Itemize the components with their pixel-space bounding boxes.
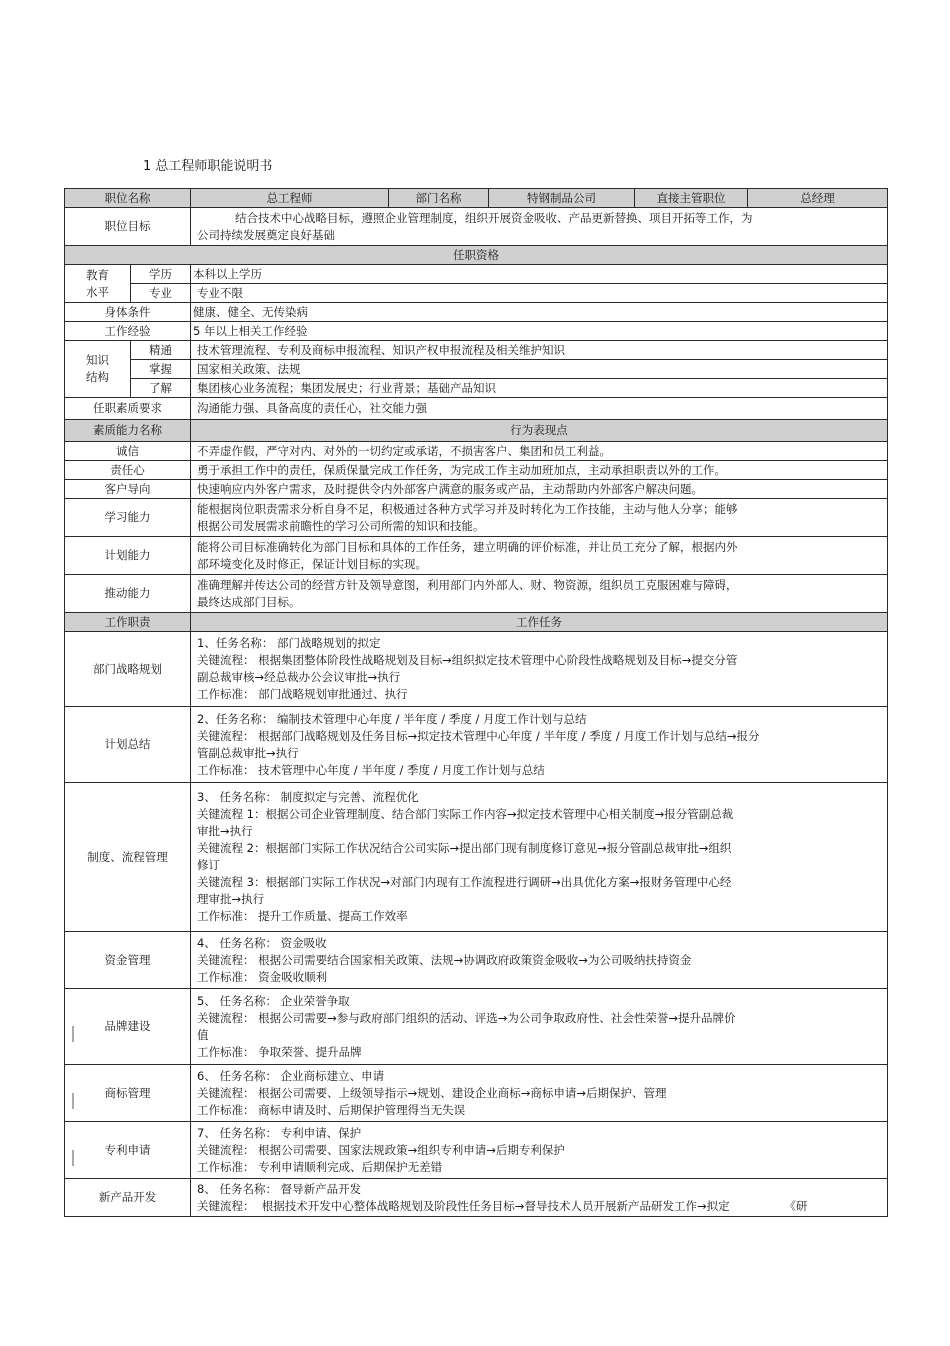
table-row xyxy=(65,499,888,537)
major-value: 专业不限 xyxy=(191,284,888,303)
supervisor-label: 直接主管职位 xyxy=(635,189,748,208)
competency-desc: 快速响应内外客户需求，及时提供令内外部客户满意的服务或产品，主动帮助内外部客户解决问题。 xyxy=(191,480,888,499)
competency-desc-cont: 最终达成部门目标。 xyxy=(197,594,301,609)
experience-row xyxy=(65,322,888,341)
duty-row xyxy=(65,1122,888,1179)
understand-label: 了解 xyxy=(131,379,191,398)
master-label: 掌握 xyxy=(131,360,191,379)
margin-mark xyxy=(72,1026,74,1042)
degree-label: 学历 xyxy=(131,265,191,284)
duty-task-line: 3、 任务名称： 制度拟定与完善、流程优化 xyxy=(197,790,419,804)
duties-header-row xyxy=(65,613,888,632)
duty-tasks xyxy=(191,1179,888,1217)
master-row xyxy=(65,360,888,379)
duty-task-line: 关键流程 2：根据部门实际工作状况结合公司实际→提出部门现有制度修订意见→报分管副总裁审批→组织 xyxy=(197,841,732,855)
goal-label: 职位目标 xyxy=(65,208,191,246)
duties-col-task: 工作任务 xyxy=(191,613,888,632)
duty-row xyxy=(65,1179,888,1217)
duty-task-line: 副总裁审核→经总裁办公会议审批→执行 xyxy=(197,670,401,684)
quality-row xyxy=(65,398,888,420)
duty-name: 专利申请 xyxy=(65,1122,191,1179)
degree-row xyxy=(65,265,888,284)
competency-desc: 能将公司目标准确转化为部门目标和具体的工作任务，建立明确的评价标准，并让员工充分了解，根据内外 xyxy=(197,539,738,554)
duties-col-name: 工作职责 xyxy=(65,613,191,632)
quality-value: 沟通能力强、具备高度的责任心，社交能力强 xyxy=(191,398,888,420)
duty-tasks xyxy=(191,783,888,932)
duty-tasks xyxy=(191,1122,888,1179)
duty-row xyxy=(65,1065,888,1122)
proficient-label: 精通 xyxy=(131,341,191,360)
table-row xyxy=(65,537,888,575)
qualification-section-title: 任职资格 xyxy=(65,246,888,265)
duty-row xyxy=(65,932,888,989)
goal-row xyxy=(65,208,888,246)
goal-text-line1: 结合技术中心战略目标，遵照企业管理制度，组织开展资金吸收、产品更新替换、项目开拓等工作，为 xyxy=(235,210,753,225)
duty-tasks xyxy=(191,989,888,1065)
document-title: 1 总工程师职能说明书 xyxy=(143,159,273,174)
table-row xyxy=(65,480,888,499)
proficient-row xyxy=(65,341,888,360)
duty-task-line: 4、 任务名称： 资金吸收 xyxy=(197,935,327,950)
duty-task-line: 关键流程： 根据公司需要、国家法规政策→组织专利申请→后期专利保护 xyxy=(197,1142,565,1157)
competency-desc: 能根据岗位职责需求分析自身不足，积极通过各种方式学习并及时转化为工作技能，主动与他人分享；能够 xyxy=(197,501,738,516)
duty-task-line: 6、 任务名称： 企业商标建立、申请 xyxy=(197,1068,385,1083)
duty-task-line: 修订 xyxy=(197,858,220,872)
duty-task-line: 关键流程 3：根据部门实际工作状况→对部门内现有工作流程进行调研→出具优化方案→报财务管理中心经 xyxy=(197,875,732,889)
duty-task-line: 关键流程 1：根据公司企业管理制度、结合部门实际工作内容→拟定技术管理中心相关制度→报分管副总裁 xyxy=(197,807,734,821)
experience-value: 5 年以上相关工作经验 xyxy=(191,322,888,341)
competency-name: 诚信 xyxy=(65,442,191,461)
qualification-section-row xyxy=(65,246,888,265)
master-value: 国家相关政策、法规 xyxy=(191,360,888,379)
duty-task-line: 工作标准： 商标申请及时、后期保护管理得当无失误 xyxy=(197,1102,466,1117)
degree-value: 本科以上学历 xyxy=(191,265,888,284)
margin-mark xyxy=(72,1093,74,1109)
duty-task-line: 值 xyxy=(197,1027,209,1042)
position-value: 总工程师 xyxy=(191,189,389,208)
duty-task-line: 关键流程： 根据技术开发中心整体战略规划及阶段性任务目标→督导技术人员开展新产品研发工作→拟定 《研 xyxy=(197,1198,808,1213)
duty-tasks xyxy=(191,632,888,707)
duty-task-line: 关键流程： 根据公司需要、上级领导指示→规划、建设企业商标→商标申请→后期保护、管理 xyxy=(197,1085,667,1100)
duty-task-line: 工作标准： 专利申请顺利完成、后期保护无差错 xyxy=(197,1159,443,1174)
duty-task-line: 1、任务名称： 部门战略规划的拟定 xyxy=(197,636,381,650)
quality-label: 任职素质要求 xyxy=(65,398,191,420)
duty-task-line: 理审批→执行 xyxy=(197,892,265,906)
understand-value: 集团核心业务流程；集团发展史；行业背景；基础产品知识 xyxy=(191,379,888,398)
duty-tasks xyxy=(191,1065,888,1122)
duty-row xyxy=(65,989,888,1065)
table-row xyxy=(65,442,888,461)
position-label: 职位名称 xyxy=(65,189,191,208)
competency-desc: 准确理解并传达公司的经营方针及领导意图，利用部门内外部人、财、物资源，组织员工克服困难与障碍， xyxy=(197,577,738,592)
supervisor-value: 总经理 xyxy=(748,189,888,208)
knowledge-label: 知识 结构 xyxy=(65,341,131,398)
competency-name: 计划能力 xyxy=(65,537,191,575)
header-row xyxy=(65,189,888,208)
dept-value: 特钢制品公司 xyxy=(489,189,635,208)
duty-task-line: 2、任务名称： 编制技术管理中心年度 / 半年度 / 季度 / 月度工作计划与总结 xyxy=(197,711,587,726)
competency-col-desc: 行为表现点 xyxy=(191,420,888,442)
competency-desc: 勇于承担工作中的责任，保质保量完成工作任务，为完成工作主动加班加点，主动承担职责以外的工作。 xyxy=(191,461,888,480)
duty-name: 商标管理 xyxy=(65,1065,191,1122)
dept-label: 部门名称 xyxy=(389,189,489,208)
health-row xyxy=(65,303,888,322)
competency-desc-cont: 根据公司发展需求前瞻性的学习公司所需的知识和技能。 xyxy=(197,518,485,533)
margin-mark xyxy=(72,1150,74,1166)
competency-name: 推动能力 xyxy=(65,575,191,613)
duty-task-line: 审批→执行 xyxy=(197,824,253,838)
goal-text-line2: 公司持续发展奠定良好基础 xyxy=(197,227,335,242)
competency-header-row xyxy=(65,420,888,442)
duty-task-line: 工作标准： 争取荣誉、提升品牌 xyxy=(197,1044,362,1059)
duty-task-line: 关键流程： 根据部门战略规划及任务目标→拟定技术管理中心年度 / 半年度 / 季度 / 月度工作计划与总结→报分 xyxy=(197,728,760,743)
duty-task-line: 工作标准： 提升工作质量、提高工作效率 xyxy=(197,909,408,923)
duty-name: 制度、流程管理 xyxy=(65,783,191,932)
experience-label: 工作经验 xyxy=(65,322,191,341)
duty-row xyxy=(65,783,888,932)
duty-name: 部门战略规划 xyxy=(65,632,191,707)
duty-row xyxy=(65,707,888,783)
duty-task-line: 工作标准： 技术管理中心年度 / 半年度 / 季度 / 月度工作计划与总结 xyxy=(197,762,545,777)
competency-name: 学习能力 xyxy=(65,499,191,537)
competency-name: 客户导向 xyxy=(65,480,191,499)
duty-task-line: 8、 任务名称： 督导新产品开发 xyxy=(197,1181,362,1196)
duty-task-line: 管副总裁审批→执行 xyxy=(197,745,299,760)
duty-task-line: 关键流程： 根据公司需要→参与政府部门组织的活动、评选→为公司争取政府性、社会性荣誉→提升品牌价 xyxy=(197,1010,736,1025)
duty-name: 计划总结 xyxy=(65,707,191,783)
competency-desc-cont: 部环境变化及时修正，保证计划目标的实现。 xyxy=(197,556,427,571)
duty-name: 新产品开发 xyxy=(65,1179,191,1217)
duty-tasks xyxy=(191,932,888,989)
table-row xyxy=(65,461,888,480)
duty-tasks xyxy=(191,707,888,783)
duty-row xyxy=(65,632,888,707)
duty-task-line: 5、 任务名称： 企业荣誉争取 xyxy=(197,993,350,1008)
understand-row xyxy=(65,379,888,398)
health-value: 健康、健全、无传染病 xyxy=(191,303,888,322)
duty-task-line: 关键流程： 根据集团整体阶段性战略规划及目标→组织拟定技术管理中心阶段性战略规划及目标→提交分管 xyxy=(197,653,738,667)
major-row xyxy=(65,284,888,303)
duty-task-line: 工作标准： 资金吸收顺利 xyxy=(197,969,328,984)
competency-col-name: 素质能力名称 xyxy=(65,420,191,442)
duty-name: 资金管理 xyxy=(65,932,191,989)
competency-name: 责任心 xyxy=(65,461,191,480)
duty-task-line: 7、 任务名称： 专利申请、保护 xyxy=(197,1125,362,1140)
education-label: 教育 水平 xyxy=(65,265,131,303)
competency-desc: 不弄虚作假，严守对内、对外的一切约定或承诺，不损害客户、集团和员工利益。 xyxy=(191,442,888,461)
duty-name: 品牌建设 xyxy=(65,989,191,1065)
job-description-table xyxy=(64,188,888,1217)
table-row xyxy=(65,575,888,613)
proficient-value: 技术管理流程、专利及商标申报流程、知识产权申报流程及相关维护知识 xyxy=(191,341,888,360)
duty-task-line: 工作标准： 部门战略规划审批通过、执行 xyxy=(197,687,408,701)
major-label: 专业 xyxy=(131,284,191,303)
duty-task-line: 关键流程： 根据公司需要结合国家相关政策、法规→协调政府政策资金吸收→为公司吸纳扶持资金 xyxy=(197,952,692,967)
health-label: 身体条件 xyxy=(65,303,191,322)
